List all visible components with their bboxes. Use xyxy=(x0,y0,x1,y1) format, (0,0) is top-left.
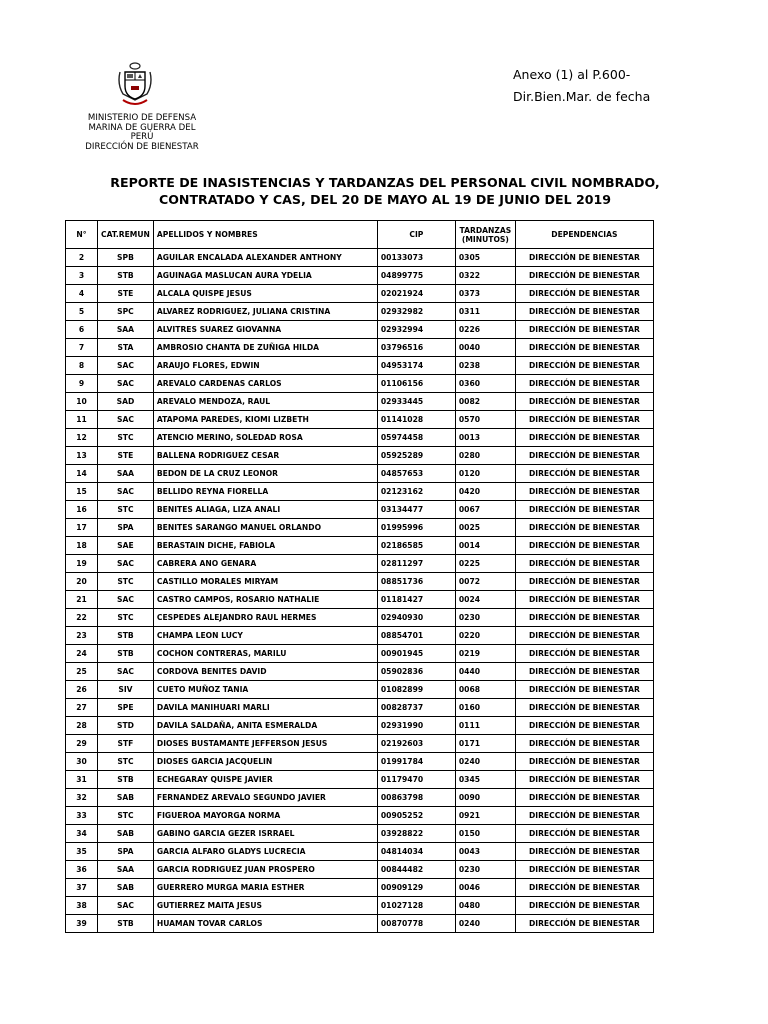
row-number: 16 xyxy=(66,501,98,519)
row-cip: 01106156 xyxy=(377,375,455,393)
table-row xyxy=(66,357,654,375)
table-row xyxy=(66,879,654,897)
row-number: 6 xyxy=(66,321,98,339)
row-number: 35 xyxy=(66,843,98,861)
row-cip: 01991784 xyxy=(377,753,455,771)
table-header-row xyxy=(66,221,654,249)
row-tardanzas: 0090 xyxy=(455,789,515,807)
row-dependencia: DIRECCIÓN DE BIENESTAR xyxy=(515,555,653,573)
table-row xyxy=(66,861,654,879)
header-dependencias: DEPENDENCIAS xyxy=(515,221,653,249)
row-dependencia: DIRECCIÓN DE BIENESTAR xyxy=(515,591,653,609)
peru-coat-of-arms-seal xyxy=(115,62,155,108)
row-cip: 01995996 xyxy=(377,519,455,537)
table-row xyxy=(66,807,654,825)
row-cip: 02932994 xyxy=(377,321,455,339)
row-dependencia: DIRECCIÓN DE BIENESTAR xyxy=(515,411,653,429)
table-row xyxy=(66,393,654,411)
row-cip: 00844482 xyxy=(377,861,455,879)
row-cip: 04899775 xyxy=(377,267,455,285)
row-dependencia: DIRECCIÓN DE BIENESTAR xyxy=(515,303,653,321)
row-cip: 08851736 xyxy=(377,573,455,591)
row-category: SAC xyxy=(98,555,154,573)
row-dependencia: DIRECCIÓN DE BIENESTAR xyxy=(515,717,653,735)
row-category: STA xyxy=(98,339,154,357)
row-category: STD xyxy=(98,717,154,735)
row-dependencia: DIRECCIÓN DE BIENESTAR xyxy=(515,915,653,933)
navy-name-line2: PERÚ xyxy=(130,132,154,143)
row-name: AGUILAR ENCALADA ALEXANDER ANTHONY xyxy=(153,249,377,267)
row-number: 21 xyxy=(66,591,98,609)
annex-reference xyxy=(513,64,650,108)
row-number: 4 xyxy=(66,285,98,303)
row-cip: 00863798 xyxy=(377,789,455,807)
row-name: BENITES SARANGO MANUEL ORLANDO xyxy=(153,519,377,537)
row-tardanzas: 0150 xyxy=(455,825,515,843)
row-name: CASTRO CAMPOS, ROSARIO NATHALIE xyxy=(153,591,377,609)
row-cip: 05902836 xyxy=(377,663,455,681)
row-name: ARAUJO FLORES, EDWIN xyxy=(153,357,377,375)
annex-line-1: Anexo (1) al P.600- xyxy=(513,67,631,82)
row-category: SAB xyxy=(98,825,154,843)
table-row xyxy=(66,609,654,627)
row-number: 12 xyxy=(66,429,98,447)
row-category: STF xyxy=(98,735,154,753)
row-cip: 05925289 xyxy=(377,447,455,465)
row-number: 30 xyxy=(66,753,98,771)
row-number: 26 xyxy=(66,681,98,699)
row-category: SPE xyxy=(98,699,154,717)
table-row xyxy=(66,249,654,267)
row-dependencia: DIRECCIÓN DE BIENESTAR xyxy=(515,807,653,825)
row-name: ATENCIO MERINO, SOLEDAD ROSA xyxy=(153,429,377,447)
row-tardanzas: 0068 xyxy=(455,681,515,699)
row-category: SAC xyxy=(98,357,154,375)
row-number: 28 xyxy=(66,717,98,735)
header-number: N° xyxy=(66,221,98,249)
row-cip: 02192603 xyxy=(377,735,455,753)
row-tardanzas: 0360 xyxy=(455,375,515,393)
row-cip: 02932982 xyxy=(377,303,455,321)
row-name: HUAMAN TOVAR CARLOS xyxy=(153,915,377,933)
row-tardanzas: 0570 xyxy=(455,411,515,429)
row-cip: 01082899 xyxy=(377,681,455,699)
report-title xyxy=(60,174,710,208)
row-number: 9 xyxy=(66,375,98,393)
row-tardanzas: 0280 xyxy=(455,447,515,465)
table-row xyxy=(66,321,654,339)
table-row xyxy=(66,519,654,537)
row-dependencia: DIRECCIÓN DE BIENESTAR xyxy=(515,735,653,753)
row-name: AMBROSIO CHANTA DE ZUÑIGA HILDA xyxy=(153,339,377,357)
table-row xyxy=(66,267,654,285)
row-name: DAVILA SALDAÑA, ANITA ESMERALDA xyxy=(153,717,377,735)
row-name: ALCALA QUISPE JESUS xyxy=(153,285,377,303)
row-number: 11 xyxy=(66,411,98,429)
row-category: SPB xyxy=(98,249,154,267)
table-row xyxy=(66,825,654,843)
table-row xyxy=(66,645,654,663)
row-cip: 04814034 xyxy=(377,843,455,861)
row-number: 33 xyxy=(66,807,98,825)
table-row xyxy=(66,285,654,303)
row-category: STB xyxy=(98,645,154,663)
table-row xyxy=(66,789,654,807)
row-name: BELLIDO REYNA FIORELLA xyxy=(153,483,377,501)
table-row xyxy=(66,303,654,321)
row-number: 20 xyxy=(66,573,98,591)
row-tardanzas: 0230 xyxy=(455,609,515,627)
row-name: ECHEGARAY QUISPE JAVIER xyxy=(153,771,377,789)
row-cip: 02021924 xyxy=(377,285,455,303)
row-tardanzas: 0230 xyxy=(455,861,515,879)
row-name: AREVALO CARDENAS CARLOS xyxy=(153,375,377,393)
header-category: CAT.REMUN xyxy=(98,221,154,249)
row-dependencia: DIRECCIÓN DE BIENESTAR xyxy=(515,267,653,285)
row-dependencia: DIRECCIÓN DE BIENESTAR xyxy=(515,501,653,519)
row-category: SAA xyxy=(98,861,154,879)
row-tardanzas: 0046 xyxy=(455,879,515,897)
table-row xyxy=(66,429,654,447)
row-dependencia: DIRECCIÓN DE BIENESTAR xyxy=(515,249,653,267)
row-dependencia: DIRECCIÓN DE BIENESTAR xyxy=(515,879,653,897)
row-tardanzas: 0311 xyxy=(455,303,515,321)
row-name: CORDOVA BENITES DAVID xyxy=(153,663,377,681)
row-tardanzas: 0225 xyxy=(455,555,515,573)
row-cip: 00870778 xyxy=(377,915,455,933)
table-row xyxy=(66,843,654,861)
table-row xyxy=(66,735,654,753)
report-title-line-2: CONTRATADO Y CAS, DEL 20 DE MAYO AL 19 DE JUNIO DEL 2019 xyxy=(158,192,612,207)
row-cip: 00901945 xyxy=(377,645,455,663)
row-dependencia: DIRECCIÓN DE BIENESTAR xyxy=(515,663,653,681)
table-row xyxy=(66,591,654,609)
row-cip: 04857653 xyxy=(377,465,455,483)
row-name: DIOSES GARCIA JACQUELIN xyxy=(153,753,377,771)
row-dependencia: DIRECCIÓN DE BIENESTAR xyxy=(515,357,653,375)
row-name: GUTIERREZ MAITA JESUS xyxy=(153,897,377,915)
row-dependencia: DIRECCIÓN DE BIENESTAR xyxy=(515,861,653,879)
row-name: DIOSES BUSTAMANTE JEFFERSON JESUS xyxy=(153,735,377,753)
row-name: DAVILA MANIHUARI MARLI xyxy=(153,699,377,717)
row-tardanzas: 0480 xyxy=(455,897,515,915)
row-category: STC xyxy=(98,753,154,771)
row-category: SAC xyxy=(98,591,154,609)
row-tardanzas: 0111 xyxy=(455,717,515,735)
row-cip: 02933445 xyxy=(377,393,455,411)
row-dependencia: DIRECCIÓN DE BIENESTAR xyxy=(515,825,653,843)
row-category: STC xyxy=(98,429,154,447)
row-number: 34 xyxy=(66,825,98,843)
row-number: 23 xyxy=(66,627,98,645)
table-row xyxy=(66,537,654,555)
row-name: FIGUEROA MAYORGA NORMA xyxy=(153,807,377,825)
table-row xyxy=(66,555,654,573)
row-number: 2 xyxy=(66,249,98,267)
row-dependencia: DIRECCIÓN DE BIENESTAR xyxy=(515,645,653,663)
table-row xyxy=(66,627,654,645)
row-number: 8 xyxy=(66,357,98,375)
annex-line-2: Dir.Bien.Mar. de fecha xyxy=(513,89,651,104)
row-name: CUETO MUÑOZ TANIA xyxy=(153,681,377,699)
row-tardanzas: 0238 xyxy=(455,357,515,375)
row-dependencia: DIRECCIÓN DE BIENESTAR xyxy=(515,393,653,411)
table-row xyxy=(66,339,654,357)
row-cip: 02123162 xyxy=(377,483,455,501)
directorate-name: DIRECCIÓN DE BIENESTAR xyxy=(85,141,199,152)
row-category: STB xyxy=(98,267,154,285)
row-category: STC xyxy=(98,807,154,825)
row-tardanzas: 0014 xyxy=(455,537,515,555)
row-name: ALVITRES SUAREZ GIOVANNA xyxy=(153,321,377,339)
table-row xyxy=(66,483,654,501)
row-cip: 00909129 xyxy=(377,879,455,897)
row-number: 7 xyxy=(66,339,98,357)
row-number: 14 xyxy=(66,465,98,483)
row-name: CHAMPA LEON LUCY xyxy=(153,627,377,645)
row-number: 27 xyxy=(66,699,98,717)
row-name: BERASTAIN DICHE, FABIOLA xyxy=(153,537,377,555)
table-row xyxy=(66,375,654,393)
row-tardanzas: 0420 xyxy=(455,483,515,501)
row-number: 39 xyxy=(66,915,98,933)
row-name: GARCIA RODRIGUEZ JUAN PROSPERO xyxy=(153,861,377,879)
row-number: 15 xyxy=(66,483,98,501)
row-dependencia: DIRECCIÓN DE BIENESTAR xyxy=(515,429,653,447)
row-tardanzas: 0373 xyxy=(455,285,515,303)
row-category: SAA xyxy=(98,465,154,483)
row-cip: 01027128 xyxy=(377,897,455,915)
table-row xyxy=(66,771,654,789)
row-cip: 02940930 xyxy=(377,609,455,627)
attendance-table xyxy=(65,220,654,933)
row-dependencia: DIRECCIÓN DE BIENESTAR xyxy=(515,339,653,357)
row-number: 18 xyxy=(66,537,98,555)
row-category: STB xyxy=(98,915,154,933)
row-name: BALLENA RODRIGUEZ CESAR xyxy=(153,447,377,465)
row-category: SPA xyxy=(98,519,154,537)
row-dependencia: DIRECCIÓN DE BIENESTAR xyxy=(515,573,653,591)
row-dependencia: DIRECCIÓN DE BIENESTAR xyxy=(515,789,653,807)
row-tardanzas: 0072 xyxy=(455,573,515,591)
row-cip: 02931990 xyxy=(377,717,455,735)
row-category: SAA xyxy=(98,321,154,339)
row-number: 31 xyxy=(66,771,98,789)
row-cip: 01141028 xyxy=(377,411,455,429)
row-name: AGUINAGA MASLUCAN AURA YDELIA xyxy=(153,267,377,285)
row-dependencia: DIRECCIÓN DE BIENESTAR xyxy=(515,321,653,339)
row-category: STB xyxy=(98,627,154,645)
row-number: 25 xyxy=(66,663,98,681)
row-dependencia: DIRECCIÓN DE BIENESTAR xyxy=(515,771,653,789)
row-category: STB xyxy=(98,771,154,789)
row-dependencia: DIRECCIÓN DE BIENESTAR xyxy=(515,699,653,717)
row-name: GUERRERO MURGA MARIA ESTHER xyxy=(153,879,377,897)
row-category: SIV xyxy=(98,681,154,699)
row-cip: 02186585 xyxy=(377,537,455,555)
row-dependencia: DIRECCIÓN DE BIENESTAR xyxy=(515,465,653,483)
row-number: 5 xyxy=(66,303,98,321)
row-category: STE xyxy=(98,447,154,465)
row-dependencia: DIRECCIÓN DE BIENESTAR xyxy=(515,537,653,555)
row-name: CABRERA ANO GENARA xyxy=(153,555,377,573)
row-cip: 04953174 xyxy=(377,357,455,375)
row-tardanzas: 0226 xyxy=(455,321,515,339)
row-category: SAC xyxy=(98,375,154,393)
row-dependencia: DIRECCIÓN DE BIENESTAR xyxy=(515,483,653,501)
row-cip: 08854701 xyxy=(377,627,455,645)
header-tardanzas: TARDANZAS (MINUTOS) xyxy=(455,221,515,249)
header-cip: CIP xyxy=(377,221,455,249)
row-name: BEDON DE LA CRUZ LEONOR xyxy=(153,465,377,483)
table-row xyxy=(66,447,654,465)
row-tardanzas: 0040 xyxy=(455,339,515,357)
row-tardanzas: 0240 xyxy=(455,753,515,771)
report-title-line-1: REPORTE DE INASISTENCIAS Y TARDANZAS DEL PERSONAL CIVIL NOMBRADO, xyxy=(110,175,660,190)
row-dependencia: DIRECCIÓN DE BIENESTAR xyxy=(515,285,653,303)
row-name: CASTILLO MORALES MIRYAM xyxy=(153,573,377,591)
table-row xyxy=(66,501,654,519)
row-dependencia: DIRECCIÓN DE BIENESTAR xyxy=(515,843,653,861)
row-cip: 01181427 xyxy=(377,591,455,609)
row-category: STE xyxy=(98,285,154,303)
table-row xyxy=(66,915,654,933)
row-tardanzas: 0024 xyxy=(455,591,515,609)
row-tardanzas: 0120 xyxy=(455,465,515,483)
row-category: SAE xyxy=(98,537,154,555)
row-dependencia: DIRECCIÓN DE BIENESTAR xyxy=(515,609,653,627)
row-tardanzas: 0025 xyxy=(455,519,515,537)
row-dependencia: DIRECCIÓN DE BIENESTAR xyxy=(515,753,653,771)
row-tardanzas: 0082 xyxy=(455,393,515,411)
row-name: FERNANDEZ AREVALO SEGUNDO JAVIER xyxy=(153,789,377,807)
row-dependencia: DIRECCIÓN DE BIENESTAR xyxy=(515,519,653,537)
table-row xyxy=(66,411,654,429)
row-tardanzas: 0322 xyxy=(455,267,515,285)
row-name: CESPEDES ALEJANDRO RAUL HERMES xyxy=(153,609,377,627)
table-row xyxy=(66,681,654,699)
row-category: SAC xyxy=(98,897,154,915)
row-category: SAC xyxy=(98,663,154,681)
row-number: 22 xyxy=(66,609,98,627)
row-number: 37 xyxy=(66,879,98,897)
row-cip: 02811297 xyxy=(377,555,455,573)
table-row xyxy=(66,699,654,717)
organization-header xyxy=(80,114,204,152)
row-category: STC xyxy=(98,609,154,627)
table-row xyxy=(66,663,654,681)
row-cip: 03928822 xyxy=(377,825,455,843)
row-number: 29 xyxy=(66,735,98,753)
row-tardanzas: 0305 xyxy=(455,249,515,267)
row-cip: 05974458 xyxy=(377,429,455,447)
table-row xyxy=(66,573,654,591)
row-number: 19 xyxy=(66,555,98,573)
row-tardanzas: 0013 xyxy=(455,429,515,447)
row-number: 3 xyxy=(66,267,98,285)
table-row xyxy=(66,753,654,771)
row-name: COCHON CONTRERAS, MARILU xyxy=(153,645,377,663)
row-cip: 03796516 xyxy=(377,339,455,357)
row-cip: 03134477 xyxy=(377,501,455,519)
row-category: SAC xyxy=(98,411,154,429)
row-category: STC xyxy=(98,573,154,591)
row-category: SPC xyxy=(98,303,154,321)
row-cip: 00905252 xyxy=(377,807,455,825)
row-tardanzas: 0160 xyxy=(455,699,515,717)
row-dependencia: DIRECCIÓN DE BIENESTAR xyxy=(515,447,653,465)
row-category: SAB xyxy=(98,879,154,897)
row-number: 38 xyxy=(66,897,98,915)
row-name: BENITES ALIAGA, LIZA ANALI xyxy=(153,501,377,519)
row-number: 32 xyxy=(66,789,98,807)
row-dependencia: DIRECCIÓN DE BIENESTAR xyxy=(515,375,653,393)
row-tardanzas: 0219 xyxy=(455,645,515,663)
row-cip: 00133073 xyxy=(377,249,455,267)
row-tardanzas: 0067 xyxy=(455,501,515,519)
row-tardanzas: 0171 xyxy=(455,735,515,753)
row-number: 36 xyxy=(66,861,98,879)
row-number: 17 xyxy=(66,519,98,537)
row-name: GABINO GARCIA GEZER ISRRAEL xyxy=(153,825,377,843)
navy-name-line1: MARINA DE GUERRA DEL xyxy=(88,122,196,133)
row-category: SPA xyxy=(98,843,154,861)
row-name: ALVAREZ RODRIGUEZ, JULIANA CRISTINA xyxy=(153,303,377,321)
table-row xyxy=(66,897,654,915)
row-tardanzas: 0921 xyxy=(455,807,515,825)
row-tardanzas: 0240 xyxy=(455,915,515,933)
row-number: 13 xyxy=(66,447,98,465)
header-names: APELLIDOS Y NOMBRES xyxy=(153,221,377,249)
row-category: SAD xyxy=(98,393,154,411)
row-number: 24 xyxy=(66,645,98,663)
row-dependencia: DIRECCIÓN DE BIENESTAR xyxy=(515,627,653,645)
row-tardanzas: 0220 xyxy=(455,627,515,645)
row-name: AREVALO MENDOZA, RAUL xyxy=(153,393,377,411)
row-tardanzas: 0345 xyxy=(455,771,515,789)
row-name: GARCIA ALFARO GLADYS LUCRECIA xyxy=(153,843,377,861)
row-cip: 01179470 xyxy=(377,771,455,789)
row-name: ATAPOMA PAREDES, KIOMI LIZBETH xyxy=(153,411,377,429)
row-number: 10 xyxy=(66,393,98,411)
row-category: SAB xyxy=(98,789,154,807)
ministry-name: MINISTERIO DE DEFENSA xyxy=(87,113,197,123)
row-dependencia: DIRECCIÓN DE BIENESTAR xyxy=(515,897,653,915)
table-row xyxy=(66,465,654,483)
row-category: SAC xyxy=(98,483,154,501)
table-row xyxy=(66,717,654,735)
row-cip: 00828737 xyxy=(377,699,455,717)
row-tardanzas: 0440 xyxy=(455,663,515,681)
row-tardanzas: 0043 xyxy=(455,843,515,861)
row-category: STC xyxy=(98,501,154,519)
row-dependencia: DIRECCIÓN DE BIENESTAR xyxy=(515,681,653,699)
